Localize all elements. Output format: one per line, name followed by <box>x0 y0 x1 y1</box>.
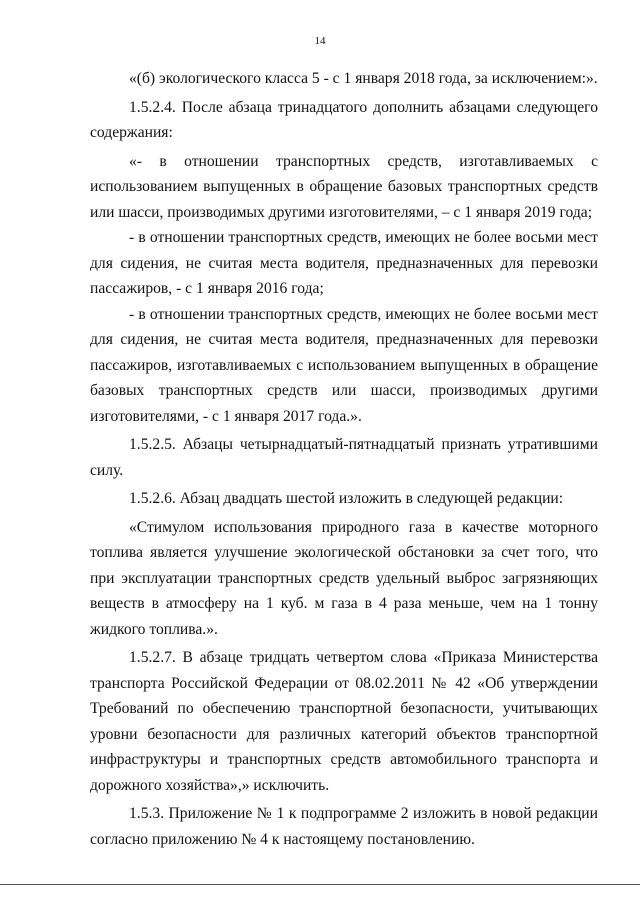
page-number: 14 <box>314 35 326 47</box>
paragraph-item-2019: «- в отношении транспортных средств, изготавливаемых с использованием выпущенных в обращение базовых транспортных средств или шасси, производимых другими изготовителями, – с 1 января 2019 года; <box>90 152 598 221</box>
paragraph-item-2017: - в отношении транспортных средств, имеющих не более восьми мест для сидения, не считая места водителя, предназначенных для перевозки пассажиров, изготавливаемых с использованием выпущенных в обращение базовых транспортных средств или шасси, производимых другими изготовителями, - с 1 января 2017 года.». <box>90 305 598 425</box>
paragraph-natural-gas: «Стимулом использования природного газа в качестве моторного топлива является улучшение экологической обстановки за счет того, что при эксплуатации транспортных средств удельный выброс загрязняющих веществ в атмосферу на 1 куб. м газа в 4 раза меньше, чем на 1 тонну жидкого топлива.». <box>90 518 598 638</box>
page-bottom-edge <box>0 884 640 885</box>
paragraph-1-5-2-4: 1.5.2.4. После абзаца тринадцатого дополнить абзацами следующего содержания: <box>90 98 598 141</box>
paragraph-item-2016: - в отношении транспортных средств, имеющих не более восьми мест для сидения, не считая места водителя, предназначенных для перевозки пассажиров, - с 1 января 2016 года; <box>90 229 598 297</box>
paragraph-1-5-2-6: 1.5.2.6. Абзац двадцать шестой изложить в следующей редакции: <box>129 490 564 507</box>
paragraph-1-5-2-7: 1.5.2.7. В абзаце тридцать четвертом слова «Приказа Министерства транспорта Российской Федерации от 08.02.2011 № 42 «Об утверждении Требований по обеспечению транспортной безопасности, учитывающих уровни безопасности для различных категорий объектов транспортной инфраструктуры и транспортных средств автомобильного транспорта и дорожного хозяйства»,» исключить. <box>90 649 598 794</box>
paragraph-1-5-3: 1.5.3. Приложение № 1 к подпрограмме 2 изложить в новой редакции согласно приложению № 4 к настоящему постановлению. <box>90 805 598 848</box>
paragraph-class5-exception: «(б) экологического класса 5 - с 1 января 2018 года, за исключением:». <box>129 70 598 87</box>
paragraph-1-5-2-5: 1.5.2.5. Абзацы четырнадцатый-пятнадцатый признать утратившими силу. <box>90 436 598 479</box>
document-body <box>90 66 598 852</box>
